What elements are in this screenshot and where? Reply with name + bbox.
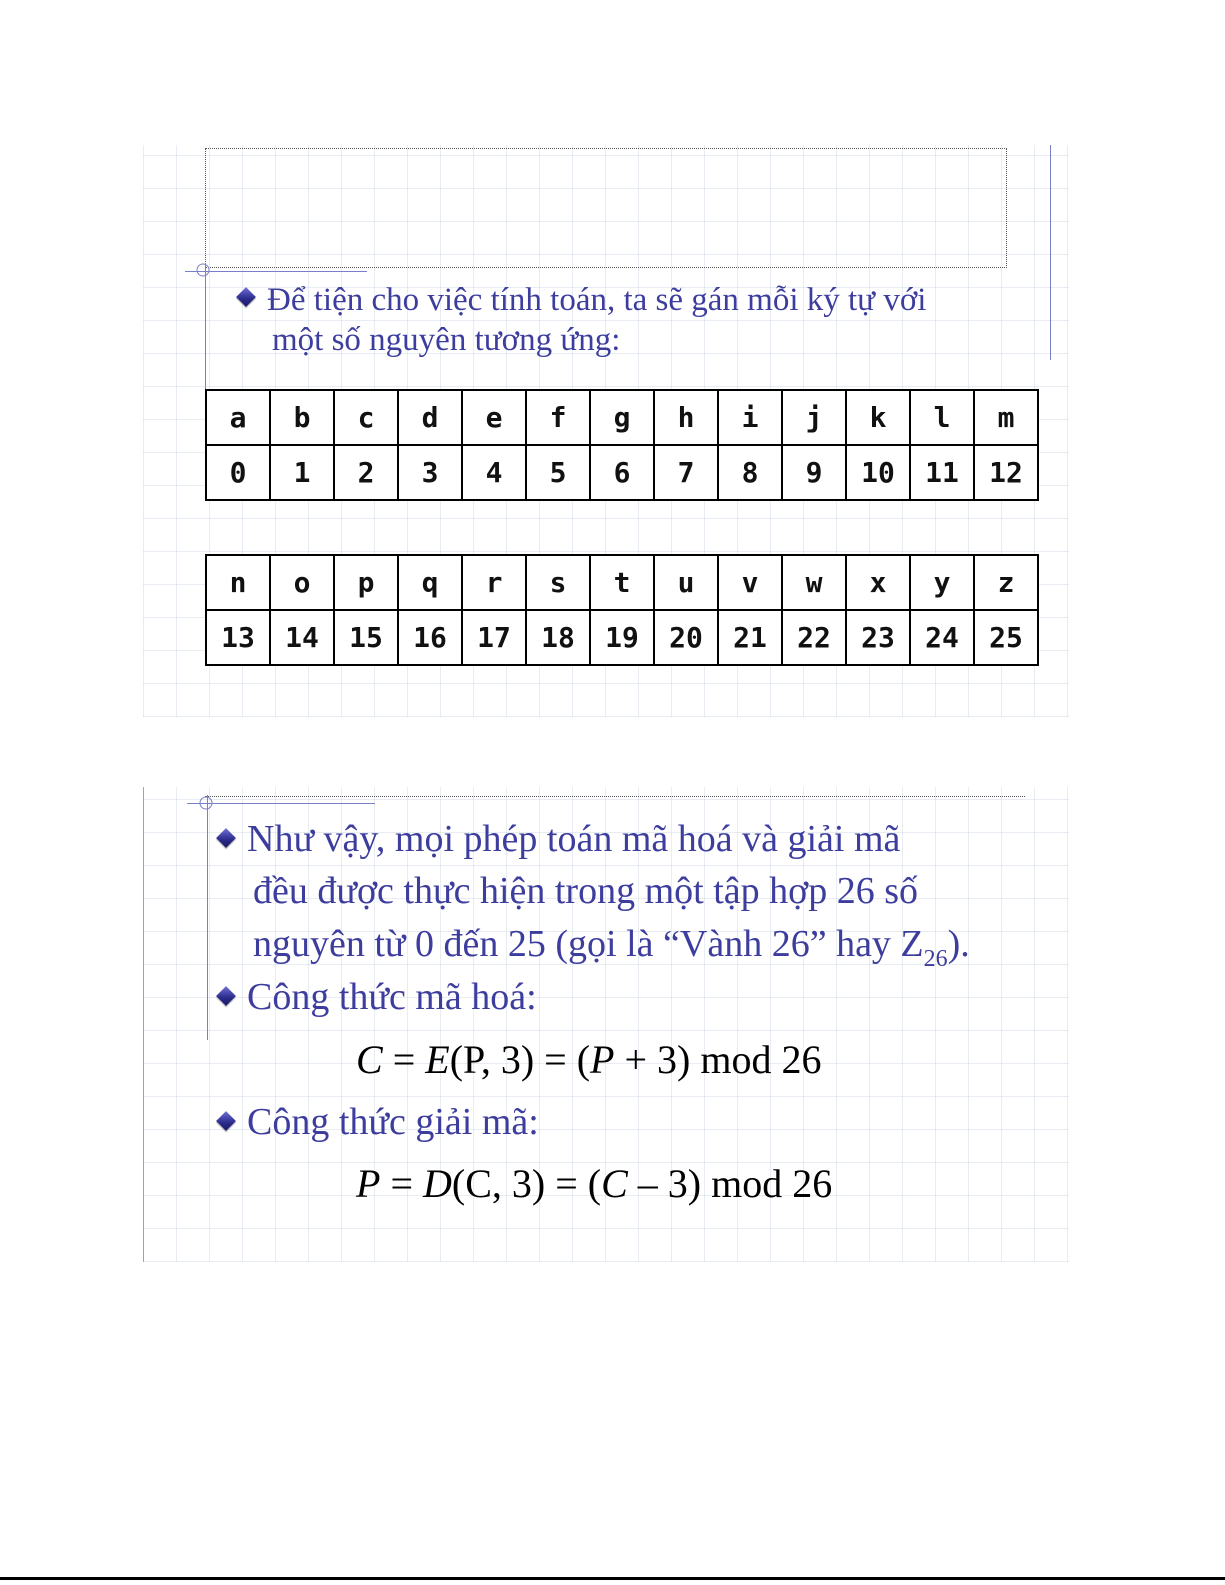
- table-cell: g: [590, 390, 654, 445]
- deco-line-horizontal: [185, 271, 367, 272]
- bullet-text-line2: đều được thực hiện trong một tập hợp 26 số: [253, 870, 918, 913]
- formula-lhs: P: [356, 1161, 381, 1206]
- table-cell: 2: [334, 445, 398, 500]
- deco-line-top: [205, 796, 1025, 798]
- formula-lhs: C: [356, 1037, 383, 1082]
- table-cell: 5: [526, 445, 590, 500]
- bullet-text: Công thức giải mã:: [247, 1101, 539, 1143]
- table-cell: 14: [270, 610, 334, 665]
- formula-eq: =: [382, 1037, 426, 1082]
- table-cell: 22: [782, 610, 846, 665]
- table-cell: z: [974, 555, 1038, 610]
- table-cell: 19: [590, 610, 654, 665]
- bullet-text-line1: Như vậy, mọi phép toán mã hoá và giải mã: [247, 818, 901, 860]
- table-cell: v: [718, 555, 782, 610]
- bullet-encrypt-formula-label: [219, 975, 537, 1021]
- table-cell: 21: [718, 610, 782, 665]
- table-cell: e: [462, 390, 526, 445]
- table-cell: 4: [462, 445, 526, 500]
- table-cell: 10: [846, 445, 910, 500]
- table-cell: p: [334, 555, 398, 610]
- formula-var: P: [590, 1037, 615, 1082]
- table-cell: u: [654, 555, 718, 610]
- table-cell: 12: [974, 445, 1038, 500]
- crosshair-icon: [198, 795, 214, 811]
- table-cell: o: [270, 555, 334, 610]
- diamond-bullet-icon: [236, 287, 256, 307]
- table-cell: 23: [846, 610, 910, 665]
- table-cell: 7: [654, 445, 718, 500]
- table-row-numbers: [206, 610, 1038, 665]
- deco-line-horizontal: [187, 803, 375, 804]
- formula-fn: E: [425, 1037, 450, 1082]
- table-cell: f: [526, 390, 590, 445]
- deco-line-right: [1050, 145, 1051, 360]
- letter-number-table-2: [205, 554, 1039, 666]
- page-bottom-rule: [0, 1577, 1225, 1580]
- table-cell: x: [846, 555, 910, 610]
- subscript-26: 26: [923, 945, 948, 972]
- table-cell: 11: [910, 445, 974, 500]
- table-cell: i: [718, 390, 782, 445]
- diamond-bullet-icon: [216, 828, 236, 848]
- table-cell: 0: [206, 445, 270, 500]
- table-cell: d: [398, 390, 462, 445]
- table-cell: s: [526, 555, 590, 610]
- table-cell: l: [910, 390, 974, 445]
- table-cell: 16: [398, 610, 462, 665]
- title-placeholder: [205, 148, 1007, 268]
- bullet-text-line3-main: nguyên từ 0 đến 25 (gọi là “Vành 26” hay Z: [253, 922, 924, 965]
- table-cell: n: [206, 555, 270, 610]
- bullet-decrypt-formula-label: [219, 1100, 539, 1146]
- table-cell: w: [782, 555, 846, 610]
- crosshair-icon: [195, 262, 211, 278]
- table-cell: y: [910, 555, 974, 610]
- bullet-text-line3: [219, 918, 1069, 976]
- table-cell: 13: [206, 610, 270, 665]
- formula-eq: =: [380, 1161, 423, 1206]
- table-cell: c: [334, 390, 398, 445]
- table-cell: 3: [398, 445, 462, 500]
- table-cell: a: [206, 390, 270, 445]
- formula-rhs: = (: [534, 1037, 591, 1082]
- table-cell: t: [590, 555, 654, 610]
- table-cell: 24: [910, 610, 974, 665]
- deco-line-left-edge: [143, 787, 144, 1262]
- table-row-numbers: [206, 445, 1038, 500]
- formula-var: C: [601, 1161, 628, 1206]
- formula-tail: – 3) mod 26: [627, 1161, 833, 1206]
- table-cell: b: [270, 390, 334, 445]
- table-cell: 8: [718, 445, 782, 500]
- table-cell: r: [462, 555, 526, 610]
- bullet-assign-numbers: [239, 281, 1039, 360]
- slide-2: [143, 787, 1069, 1262]
- formula-fn: D: [423, 1161, 452, 1206]
- bullet-text-line2: một số nguyên tương ứng:: [272, 321, 621, 358]
- bullet-text-line3-end: ).: [947, 922, 970, 965]
- table-cell: 20: [654, 610, 718, 665]
- slide-1: [143, 145, 1069, 717]
- table-cell: 15: [334, 610, 398, 665]
- table-cell: 9: [782, 445, 846, 500]
- table-cell: h: [654, 390, 718, 445]
- table-cell: j: [782, 390, 846, 445]
- table-cell: m: [974, 390, 1038, 445]
- formula-tail: + 3) mod 26: [614, 1037, 822, 1082]
- table-cell: k: [846, 390, 910, 445]
- deco-line-vertical: [205, 263, 206, 393]
- table-cell: 18: [526, 610, 590, 665]
- bullet-text-line1: Để tiện cho việc tính toán, ta sẽ gán mỗi ký tự với: [267, 282, 927, 318]
- diamond-bullet-icon: [216, 1111, 236, 1131]
- bullet-ring-26: [219, 813, 1069, 976]
- table-cell: 6: [590, 445, 654, 500]
- table-row-letters: [206, 390, 1038, 445]
- table-cell: 17: [462, 610, 526, 665]
- bullet-text: Công thức mã hoá:: [247, 976, 537, 1018]
- table-cell: 1: [270, 445, 334, 500]
- diamond-bullet-icon: [216, 986, 236, 1006]
- formula-args: (P, 3): [449, 1037, 535, 1082]
- table-row-letters: [206, 555, 1038, 610]
- decrypt-formula: [356, 1160, 832, 1207]
- table-cell: 25: [974, 610, 1038, 665]
- deco-line-vertical: [207, 795, 208, 1040]
- encrypt-formula: [356, 1036, 821, 1083]
- formula-rhs: = (: [545, 1161, 602, 1206]
- formula-args: (C, 3): [451, 1161, 546, 1206]
- letter-number-table-1: [205, 389, 1039, 501]
- table-cell: q: [398, 555, 462, 610]
